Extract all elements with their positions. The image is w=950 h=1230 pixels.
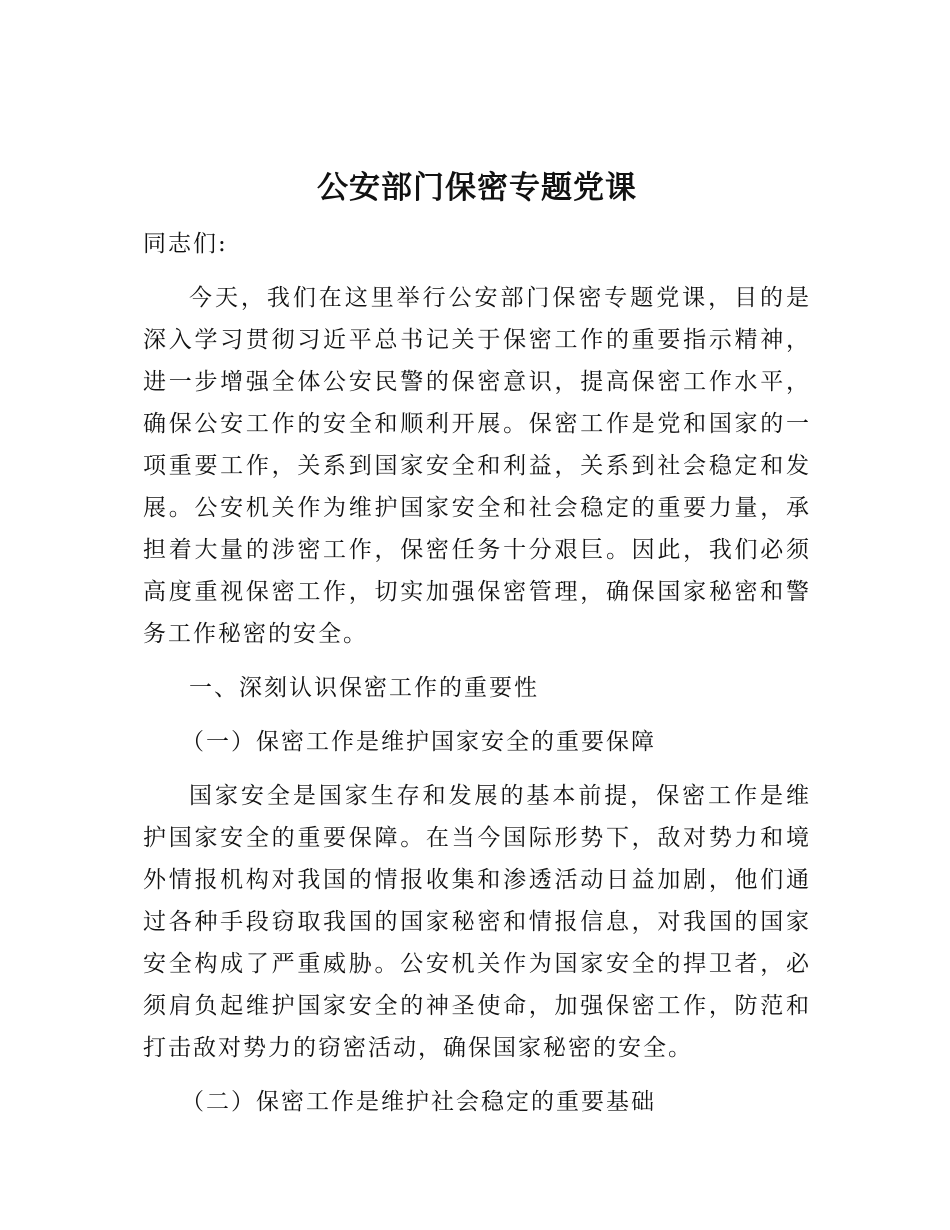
subsection-1-paragraph: [143, 775, 811, 1069]
section-heading-1: 一、深刻认识保密工作的重要性: [189, 675, 539, 701]
intro-paragraph: [143, 277, 811, 655]
subsection-1-paragraph-text: 国家安全是国家生存和发展的基本前提，保密工作是维护国家安全的重要保障。在当今国际形势下，敌对势力和境外情报机构对我国的情报收集和渗透活动日益加剧，他们通过各种手段窃取我国的国家秘密和情报信息，对我国的国家安全构成了严重威胁。公安机关作为国家安全的捍卫者，必须肩负起维护国家安全的神圣使命，加强保密工作，防范和打击敌对势力的窃密活动，确保国家秘密的安全。: [143, 783, 811, 1061]
subsection-heading-1: （一）保密工作是维护国家安全的重要保障: [181, 729, 656, 755]
intro-paragraph-text: 今天，我们在这里举行公安部门保密专题党课，目的是深入学习贯彻习近平总书记关于保密工作的重要指示精神，进一步增强全体公安民警的保密意识，提高保密工作水平，确保公安工作的安全和顺利开展。保密工作是党和国家的一项重要工作，关系到国家安全和利益，关系到社会稳定和发展。公安机关作为维护国家安全和社会稳定的重要力量，承担着大量的涉密工作，保密任务十分艰巨。因此，我们必须高度重视保密工作，切实加强保密管理，确保国家秘密和警务工作秘密的安全。: [143, 285, 811, 647]
salutation: 同志们:: [143, 231, 228, 257]
document-title: 公安部门保密专题党课: [317, 170, 637, 206]
subsection-heading-2: （二）保密工作是维护社会稳定的重要基础: [181, 1089, 656, 1115]
document-body: [143, 163, 811, 1123]
